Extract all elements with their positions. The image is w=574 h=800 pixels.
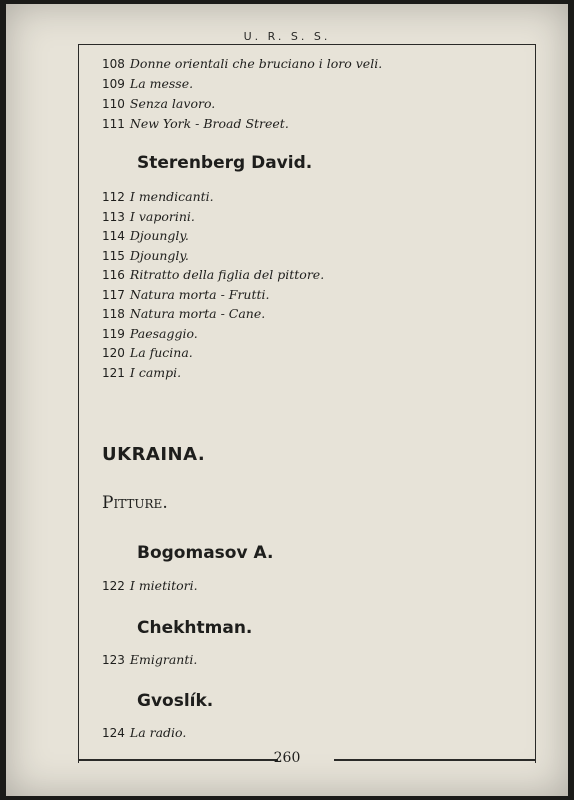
entry-title: La messe. (129, 76, 194, 91)
catalog-entry (102, 345, 193, 360)
subsection-heading: Pitture. (102, 493, 168, 513)
artist-heading-bogomasov: Bogomasov A. (137, 543, 274, 563)
catalog-entry (102, 209, 195, 224)
entry-number: 123 (102, 653, 125, 667)
catalog-entry (102, 725, 186, 740)
entry-title: Djoungly. (129, 228, 189, 243)
catalog-entry (102, 267, 324, 282)
entry-title: Donne orientali che bruciano i loro veli. (129, 56, 383, 71)
entry-title: La fucina. (129, 345, 193, 360)
entry-number: 121 (102, 366, 125, 380)
entry-number: 120 (102, 346, 125, 360)
entry-number: 108 (102, 57, 125, 71)
entry-number: 114 (102, 229, 125, 243)
catalog-entry (102, 578, 198, 593)
artist-heading-sterenberg: Sterenberg David. (137, 153, 313, 173)
entry-title: Senza lavoro. (129, 96, 216, 111)
running-head: U. R. S. S. (243, 30, 331, 43)
entry-title: I mendicanti. (129, 189, 214, 204)
catalog-entry (102, 116, 289, 131)
entry-number: 110 (102, 97, 125, 111)
artist-heading-gvoslik: Gvoslík. (137, 691, 214, 711)
entry-number: 109 (102, 77, 125, 91)
entry-title: Paesaggio. (129, 326, 198, 341)
entry-title: Natura morta - Cane. (129, 306, 266, 321)
entry-number: 111 (102, 117, 125, 131)
entry-number: 117 (102, 288, 125, 302)
entry-title: Djoungly. (129, 248, 189, 263)
book-page (6, 4, 568, 796)
catalog-entry (102, 96, 215, 111)
entry-title: La radio. (129, 725, 187, 740)
catalog-entry (102, 365, 181, 380)
section-heading: UKRAINA. (102, 444, 206, 465)
entry-number: 124 (102, 726, 125, 740)
artist-heading-chekhtman: Chekhtman. (137, 618, 253, 638)
page-number: 260 (273, 750, 301, 766)
entry-title: I vaporini. (129, 209, 195, 224)
entry-number: 118 (102, 307, 125, 321)
entry-number: 112 (102, 190, 125, 204)
catalog-entry (102, 56, 382, 71)
catalog-entry (102, 326, 198, 341)
entry-number: 122 (102, 579, 125, 593)
entry-number: 115 (102, 249, 125, 263)
catalog-entry (102, 652, 197, 667)
entry-title: I campi. (129, 365, 182, 380)
entry-title: Emigranti. (129, 652, 198, 667)
entry-title: Natura morta - Frutti. (129, 287, 270, 302)
catalog-entry (102, 228, 189, 243)
catalog-entry (102, 248, 189, 263)
entry-number: 113 (102, 210, 125, 224)
entry-number: 119 (102, 327, 125, 341)
catalog-entry (102, 189, 214, 204)
catalog-entry (102, 76, 193, 91)
entry-title: Ritratto della figlia del pittore. (129, 267, 325, 282)
catalog-entry (102, 287, 270, 302)
entry-title: New York - Broad Street. (129, 116, 289, 131)
entry-title: I mietitori. (129, 578, 198, 593)
catalog-entry (102, 306, 265, 321)
entry-number: 116 (102, 268, 125, 282)
